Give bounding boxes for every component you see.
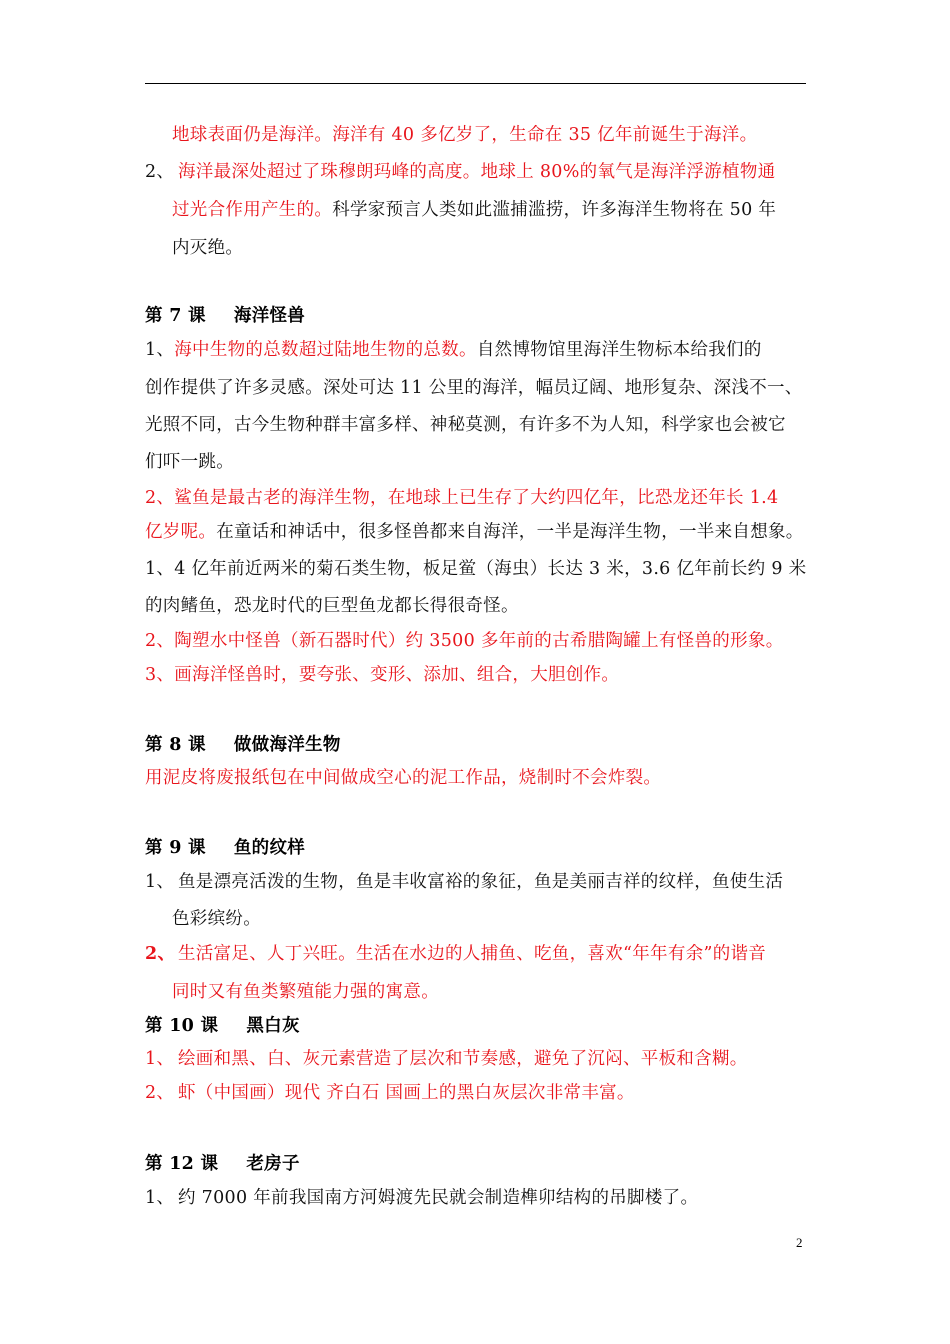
- list-item: 3、画海洋怪兽时，要夸张、变形、添加、组合，大胆创作。: [145, 665, 620, 685]
- text-line: 内灭绝。: [172, 238, 244, 258]
- list-item: 1、 鱼是漂亮活泼的生物，鱼是丰收富裕的象征，鱼是美丽吉祥的纹样，鱼使生活: [145, 872, 784, 892]
- list-item: 2、 生活富足、人丁兴旺。生活在水边的人捕鱼、吃鱼，喜欢“年年有余”的谐音: [145, 944, 767, 964]
- list-item: 1、4 亿年前近两米的菊石类生物，板足鲎（海虫）长达 3 米，3.6 亿年前长约 9 米: [145, 559, 807, 579]
- list-item: 2、 虾（中国画）现代 齐白石 国画上的黑白灰层次非常丰富。: [145, 1083, 635, 1103]
- text-line: 过光合作用产生的。科学家预言人类如此滥捕滥捞，许多海洋生物将在 50 年: [172, 200, 777, 220]
- list-item: 1、 绘画和黑、白、灰元素营造了层次和节奏感，避免了沉闷、平板和含糊。: [145, 1049, 748, 1069]
- header-rule: [145, 83, 806, 84]
- list-item: 1、海中生物的总数超过陆地生物的总数。自然博物馆里海洋生物标本给我们的: [145, 340, 762, 360]
- text-line: 亿岁呢。在童话和神话中，很多怪兽都来自海洋，一半是海洋生物，一半来自想象。: [145, 522, 804, 542]
- section-heading: 第 9 课 鱼的纹样: [145, 838, 306, 858]
- list-item: 1、 约 7000 年前我国南方河姆渡先民就会制造榫卯结构的吊脚楼了。: [145, 1188, 699, 1208]
- list-item: 2、鲨鱼是最古老的海洋生物，在地球上已生存了大约四亿年，比恐龙还年长 1.4: [145, 488, 779, 508]
- page-number: 2: [796, 1235, 803, 1250]
- text-line: 同时又有鱼类繁殖能力强的寓意。: [172, 982, 439, 1002]
- text-line: 创作提供了许多灵感。深处可达 11 公里的海洋，幅员辽阔、地形复杂、深浅不一、: [145, 378, 803, 398]
- text-line: 色彩缤纷。: [172, 909, 261, 929]
- text-line: 的肉鳍鱼，恐龙时代的巨型鱼龙都长得很奇怪。: [145, 596, 519, 616]
- section-heading: 第 7 课 海洋怪兽: [145, 306, 306, 326]
- text-line: 们吓一跳。: [145, 452, 234, 472]
- section-heading: 第 12 课 老房子: [145, 1154, 300, 1174]
- list-item: 2、陶塑水中怪兽（新石器时代）约 3500 多年前的古希腊陶罐上有怪兽的形象。: [145, 631, 784, 651]
- section-heading: 第 10 课 黑白灰: [145, 1016, 300, 1036]
- list-item: 2、 海洋最深处超过了珠穆朗玛峰的高度。地球上 80%的氧气是海洋浮游植物通: [145, 162, 776, 182]
- text-line: 用泥皮将废报纸包在中间做成空心的泥工作品，烧制时不会炸裂。: [145, 768, 662, 788]
- text-line: 光照不同，古今生物种群丰富多样、神秘莫测，有许多不为人知，科学家也会被它: [145, 415, 786, 435]
- text-line: 地球表面仍是海洋。海洋有 40 多亿岁了，生命在 35 亿年前诞生于海洋。: [172, 125, 758, 145]
- section-heading: 第 8 课 做做海洋生物: [145, 735, 341, 755]
